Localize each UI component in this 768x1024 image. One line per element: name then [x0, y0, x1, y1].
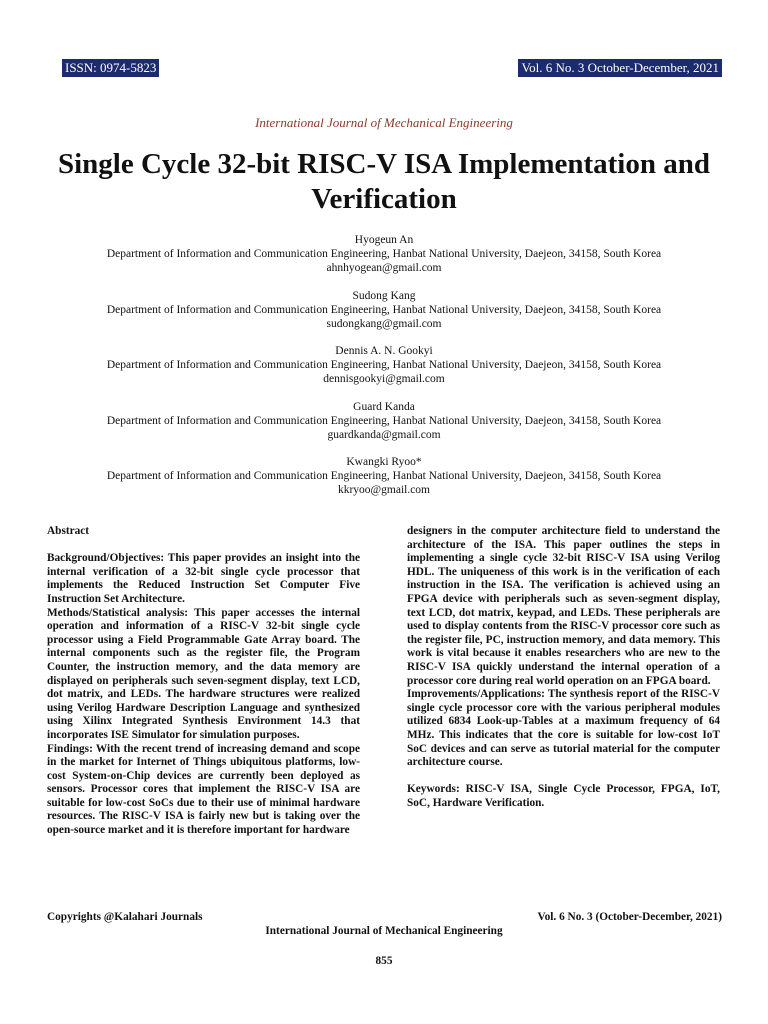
abstract-methods: Methods/Statistical analysis: This paper accesses the internal operation and information of a RISC-V 32-bit single cycle processor using a Field Programmable Gate Array board. The internal components such as the register file, the Program Counter, the instruction memory, and the data memory are displayed on peripherals such seven-segment display, text LCD, dot matrix, and LEDs. The hardware structures were realized using Verilog Hardware Description Language and synthesized using Xilinx Integrated Synthesis Environment 14.3 that incorporates ISE Simulator for simulation purposes.: [47, 606, 360, 741]
author-list: [40, 233, 728, 511]
author-email[interactable]: sudongkang@gmail.com: [326, 317, 442, 330]
abstract-findings-part2: designers in the computer architecture field to understand the architecture of the ISA. This paper outlines the steps in implementing a single cycle 32-bit RISC-V ISA using Verilog HDL. The uniqueness of this work is in the verification of each instruction in the ISA. The verification is achieved using an FPGA device with peripherals such as seven-segment display, text LCD, dot matrix, keypad, and LEDs. These peripherals are used to display contents from the RISC-V processor core such as the register file, PC, instruction memory, and data memory. This work is vital because it enables researchers who are new to the RISC-V ISA quickly understand the internal operation of a processor core during real world operation on an FPGA board.: [407, 525, 720, 687]
issn-badge: ISSN: 0974-5823: [62, 59, 159, 77]
author-affiliation: Department of Information and Communication Engineering, Hanbat National University, Daejeon, 34158, South Korea: [106, 414, 662, 427]
author-block: [40, 400, 728, 442]
abstract-findings-part1: Findings: With the recent trend of increasing demand and scope in the market for Internet of Things ubiquitous platforms, low-cost System-on-Chip devices are currently been deployed as sensors. Processor cores that implement the RISC-V ISA are suitable for low-cost SoCs due to their use of minimal hardware resources. The RISC-V ISA is fairly new but is taking over the open-source market and it is therefore important for hardware: [47, 742, 360, 837]
author-block: [40, 289, 728, 331]
abstract-keywords: Keywords: RISC-V ISA, Single Cycle Processor, FPGA, IoT, SoC, Hardware Verification.: [407, 783, 720, 809]
author-name: Guard Kanda: [353, 400, 415, 413]
author-affiliation: Department of Information and Communication Engineering, Hanbat National University, Daejeon, 34158, South Korea: [106, 303, 662, 316]
author-block: [40, 455, 728, 497]
abstract-improvements: Improvements/Applications: The synthesis report of the RISC-V single cycle processor core with the various peripheral modules utilized 6834 Look-up-Tables at a maximum frequency of 64 MHz. This indicates that the core is suitable for low-cost IoT SoC devices and can serve as tutorial material for the computer architecture course.: [407, 688, 720, 769]
footer-volume: Vol. 6 No. 3 (October-December, 2021): [537, 911, 722, 923]
abstract-left-column: [47, 525, 360, 838]
volume-badge: Vol. 6 No. 3 October-December, 2021: [518, 59, 722, 77]
page-number: 855: [375, 955, 393, 967]
author-name: Dennis A. N. Gookyi: [335, 345, 433, 357]
author-block: [40, 344, 728, 386]
author-affiliation: Department of Information and Communication Engineering, Hanbat National University, Daejeon, 34158, South Korea: [106, 359, 662, 371]
abstract-background: Background/Objectives: This paper provides an insight into the internal verification of a 32-bit single cycle processor that implements the Reduced Instruction Set Computer Five Instruction Set Architecture.: [47, 552, 360, 605]
abstract-heading: Abstract: [47, 525, 90, 537]
author-block: [40, 233, 728, 275]
author-name: Sudong Kang: [352, 289, 416, 302]
author-affiliation: Department of Information and Communication Engineering, Hanbat National University, Daejeon, 34158, South Korea: [106, 248, 662, 260]
footer-copyright: Copyrights @Kalahari Journals: [47, 911, 203, 923]
author-email[interactable]: guardkanda@gmail.com: [327, 428, 441, 441]
author-name: Kwangki Ryoo*: [346, 456, 422, 468]
journal-running-header: International Journal of Mechanical Engineering: [255, 115, 513, 130]
footer-journal: International Journal of Mechanical Engineering: [265, 925, 503, 937]
abstract-right-column: [407, 525, 720, 810]
author-affiliation: Department of Information and Communication Engineering, Hanbat National University, Daejeon, 34158, South Korea: [106, 470, 662, 482]
author-email[interactable]: kkryoo@gmail.com: [337, 484, 431, 496]
author-email[interactable]: ahnhyogean@gmail.com: [326, 262, 442, 274]
author-email[interactable]: dennisgookyi@gmail.com: [323, 373, 445, 385]
author-name: Hyogeun An: [354, 234, 414, 246]
paper-title: Single Cycle 32-bit RISC-V ISA Implementation and Verification: [57, 148, 711, 215]
